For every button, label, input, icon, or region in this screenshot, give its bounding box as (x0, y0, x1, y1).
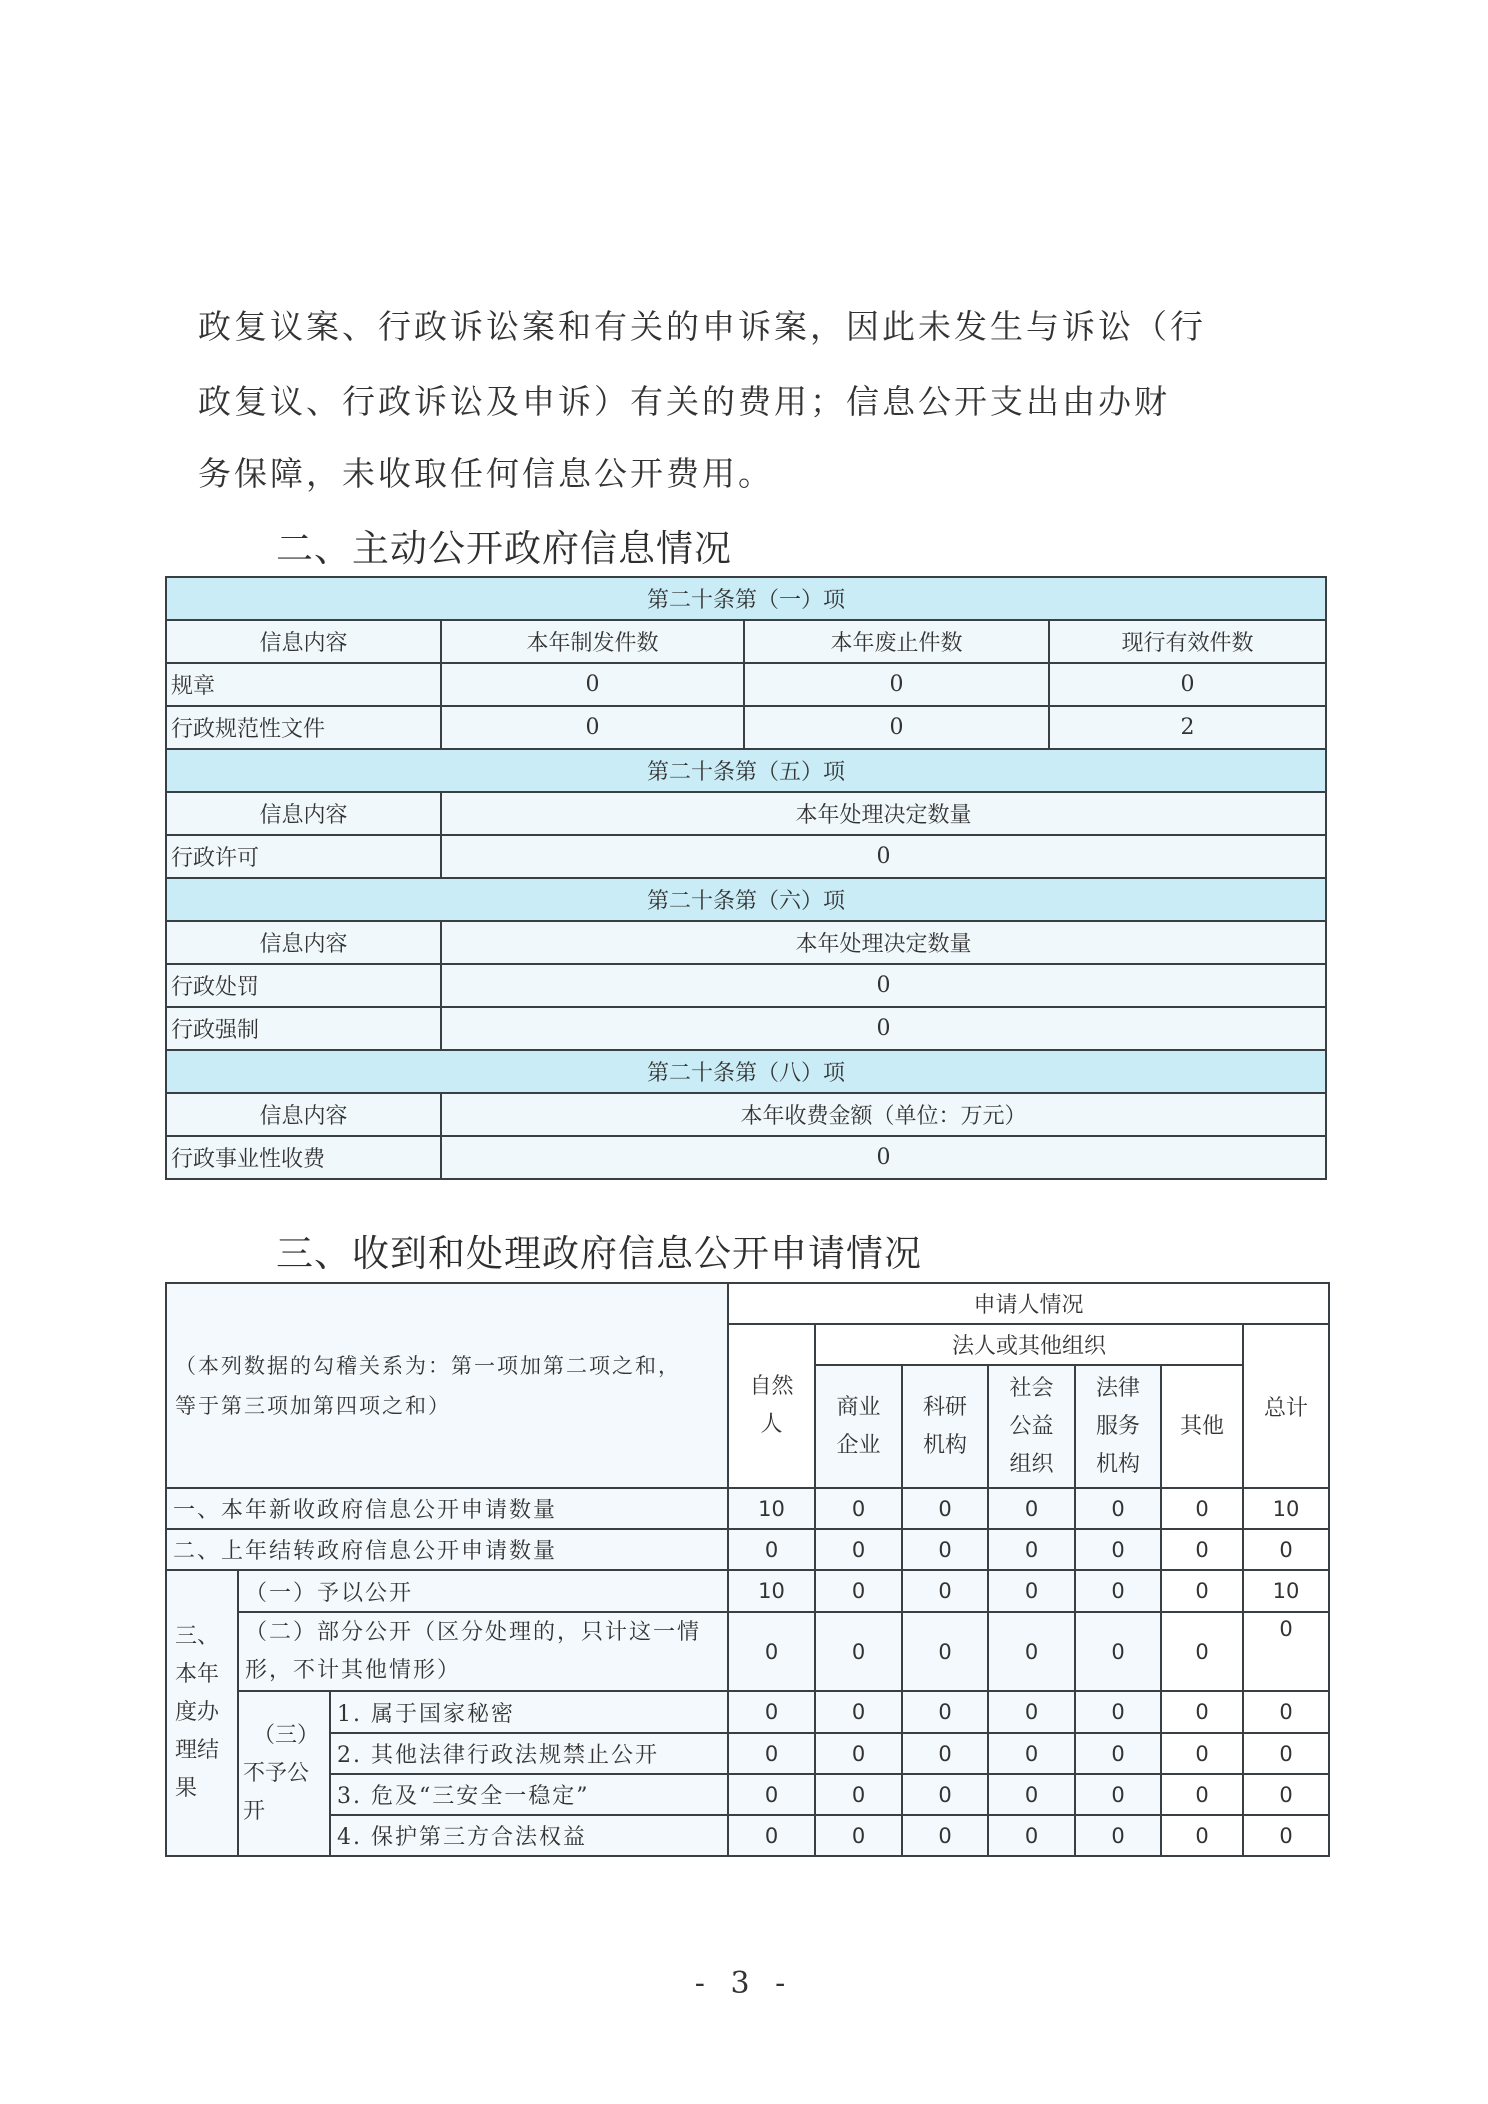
cell-value: 0 (441, 964, 1326, 1007)
row-label: （一）予以公开 (238, 1570, 728, 1612)
cell-value-total: 0 (1243, 1815, 1329, 1856)
header-line: 企业 (836, 1432, 881, 1458)
cell-value: 0 (988, 1488, 1075, 1529)
table-row (166, 1529, 1329, 1570)
group-label-line: 不予公 (243, 1760, 310, 1786)
sub-header-commercial (815, 1365, 902, 1488)
cell-value: 0 (441, 663, 744, 706)
section-row-item8 (166, 1050, 1326, 1093)
section-heading-applications: 三、收到和处理政府信息公开申请情况 (276, 1232, 922, 1275)
group-label-line: 三、 (175, 1624, 220, 1649)
table-row (166, 1570, 1329, 1612)
cell-value: 0 (1075, 1570, 1161, 1612)
sub-header-other (1161, 1365, 1243, 1488)
legal-org-header: 法人或其他组织 (815, 1324, 1243, 1365)
cell-value-total: 10 (1243, 1488, 1329, 1529)
row-label: 行政规范性文件 (166, 706, 441, 749)
table-row (166, 1612, 1329, 1691)
cell-value: 0 (1161, 1612, 1243, 1691)
row-label: 3. 危及“三安全一稳定” (330, 1774, 728, 1815)
table-row (166, 1815, 1329, 1856)
column-header: 信息内容 (166, 792, 441, 835)
section-row-item5 (166, 749, 1326, 792)
cell-value: 0 (1161, 1570, 1243, 1612)
column-header: 信息内容 (166, 1093, 441, 1136)
cell-value: 0 (815, 1691, 902, 1733)
cell-value: 0 (728, 1774, 815, 1815)
cell-value: 0 (1075, 1691, 1161, 1733)
header-line: 组织 (1009, 1451, 1054, 1477)
cell-value: 0 (1075, 1488, 1161, 1529)
header-row (166, 620, 1326, 663)
cell-value: 0 (744, 663, 1049, 706)
cell-value: 0 (441, 1136, 1326, 1179)
cell-value: 0 (728, 1733, 815, 1774)
header-line: 公益 (1009, 1413, 1054, 1439)
cell-value: 0 (815, 1612, 902, 1691)
table-row (166, 964, 1326, 1007)
header-line: 法律 (1095, 1375, 1140, 1401)
cell-value-total: 0 (1243, 1774, 1329, 1815)
cell-value-total: 0 (1243, 1691, 1329, 1733)
table-row (166, 1733, 1329, 1774)
formula-note-cell (166, 1283, 728, 1488)
cell-value: 0 (1161, 1815, 1243, 1856)
cell-value: 0 (988, 1612, 1075, 1691)
cell-value: 0 (728, 1612, 815, 1691)
cell-value: 0 (1161, 1488, 1243, 1529)
cell-value-total: 0 (1243, 1612, 1329, 1691)
column-header: 本年收费金额（单位：万元） (441, 1093, 1326, 1136)
cell-value: 10 (728, 1570, 815, 1612)
cell-value: 0 (1161, 1733, 1243, 1774)
cell-value: 0 (815, 1488, 902, 1529)
row-label (238, 1612, 728, 1691)
sub-header-public-welfare (988, 1365, 1075, 1488)
cell-value: 0 (988, 1570, 1075, 1612)
row-label-line: 形，不计其他情形） (245, 1657, 462, 1683)
cell-value: 0 (728, 1691, 815, 1733)
section-title: 第二十条第（一）项 (166, 577, 1326, 620)
cell-value: 0 (1161, 1774, 1243, 1815)
cell-value: 0 (1075, 1733, 1161, 1774)
header-line: 机构 (922, 1432, 967, 1458)
column-header: 本年废止件数 (744, 620, 1049, 663)
proactive-disclosure-table (165, 576, 1327, 1180)
row-label-line: （二）部分公开（区分处理的，只计这一情 (245, 1619, 702, 1645)
header-line: 其他 (1179, 1413, 1224, 1439)
section-title: 第二十条第（六）项 (166, 878, 1326, 921)
header-line: 社会 (1009, 1375, 1054, 1401)
cell-value-total: 10 (1243, 1570, 1329, 1612)
sub-header-legal-service (1075, 1365, 1161, 1488)
cell-value: 0 (1075, 1774, 1161, 1815)
table-row (166, 1488, 1329, 1529)
group-label-line: 开 (243, 1798, 266, 1824)
group3-label (166, 1570, 238, 1856)
cell-value: 0 (1049, 663, 1326, 706)
cell-value: 0 (1075, 1815, 1161, 1856)
cell-value: 0 (728, 1815, 815, 1856)
row-label: 行政强制 (166, 1007, 441, 1050)
row-label: 规章 (166, 663, 441, 706)
applicant-header: 申请人情况 (728, 1283, 1329, 1324)
header-line: 机构 (1095, 1451, 1140, 1477)
column-header: 本年处理决定数量 (441, 792, 1326, 835)
cell-value: 0 (441, 1007, 1326, 1050)
row-label: 4. 保护第三方合法权益 (330, 1815, 728, 1856)
header-row (166, 792, 1326, 835)
cell-value-total: 0 (1243, 1733, 1329, 1774)
cell-value: 0 (902, 1733, 988, 1774)
table-row (166, 835, 1326, 878)
paragraph-line-3: 务保障，未收取任何信息公开费用。 (198, 454, 774, 493)
header-line: 商业 (836, 1394, 881, 1420)
header-line: 人 (760, 1412, 783, 1437)
column-header: 信息内容 (166, 620, 441, 663)
cell-value: 0 (1161, 1529, 1243, 1570)
section-title: 第二十条第（五）项 (166, 749, 1326, 792)
header-row (166, 1093, 1326, 1136)
formula-note-line-2: 等于第三项加第四项之和） (175, 1393, 451, 1418)
cell-value: 0 (902, 1612, 988, 1691)
cell-value: 0 (902, 1529, 988, 1570)
section-title: 第二十条第（八）项 (166, 1050, 1326, 1093)
cell-value: 0 (988, 1733, 1075, 1774)
withheld-group-label (238, 1691, 330, 1856)
section-row-item6 (166, 878, 1326, 921)
row-label: 行政许可 (166, 835, 441, 878)
natural-person-header (728, 1324, 815, 1488)
row-label: 二、上年结转政府信息公开申请数量 (166, 1529, 728, 1570)
formula-note-line-1: （本列数据的勾稽关系为：第一项加第二项之和， (175, 1353, 681, 1378)
cell-value: 0 (902, 1570, 988, 1612)
column-header: 本年处理决定数量 (441, 921, 1326, 964)
cell-value: 0 (815, 1774, 902, 1815)
cell-value: 0 (815, 1733, 902, 1774)
cell-value: 0 (902, 1774, 988, 1815)
cell-value: 0 (815, 1570, 902, 1612)
group-label-line: 度办 (175, 1700, 220, 1725)
cell-value: 0 (1161, 1691, 1243, 1733)
cell-value: 0 (902, 1691, 988, 1733)
row-label: 1. 属于国家秘密 (330, 1691, 728, 1733)
group-label-line: 果 (175, 1776, 198, 1801)
applications-table (165, 1282, 1330, 1857)
table-row (166, 1007, 1326, 1050)
header-row (166, 1283, 1329, 1324)
paragraph-line-1: 政复议案、行政诉讼案和有关的申诉案，因此未发生与诉讼（行 (198, 307, 1206, 346)
cell-value: 0 (728, 1529, 815, 1570)
header-row (166, 921, 1326, 964)
cell-value: 0 (441, 835, 1326, 878)
group-label-line: 本年 (175, 1662, 220, 1687)
paragraph-line-2: 政复议、行政诉讼及申诉）有关的费用；信息公开支出由办财 (198, 382, 1170, 421)
column-header: 本年制发件数 (441, 620, 744, 663)
cell-value: 0 (744, 706, 1049, 749)
cell-value: 0 (988, 1691, 1075, 1733)
cell-value: 0 (988, 1529, 1075, 1570)
section-heading-proactive-disclosure: 二、主动公开政府信息情况 (276, 527, 732, 570)
page-number: - 3 - (694, 1966, 794, 2001)
group-label-line: 理结 (175, 1738, 220, 1763)
table-row (166, 1136, 1326, 1179)
cell-value: 0 (1075, 1529, 1161, 1570)
cell-value: 0 (441, 706, 744, 749)
header-line: 科研 (922, 1394, 967, 1420)
cell-value: 10 (728, 1488, 815, 1529)
table-row (166, 1774, 1329, 1815)
row-label: 行政处罚 (166, 964, 441, 1007)
cell-value: 0 (902, 1815, 988, 1856)
cell-value: 0 (1075, 1612, 1161, 1691)
column-header: 信息内容 (166, 921, 441, 964)
cell-value: 0 (815, 1815, 902, 1856)
row-label: 2. 其他法律行政法规禁止公开 (330, 1733, 728, 1774)
cell-value: 0 (815, 1529, 902, 1570)
cell-value: 0 (988, 1774, 1075, 1815)
sub-header-research (902, 1365, 988, 1488)
cell-value-total: 0 (1243, 1529, 1329, 1570)
header-line: 自然 (749, 1374, 794, 1399)
row-label: 一、本年新收政府信息公开申请数量 (166, 1488, 728, 1529)
group-label-line: （三） (252, 1722, 319, 1748)
cell-value: 0 (988, 1815, 1075, 1856)
header-line: 服务 (1095, 1413, 1140, 1439)
row-label: 行政事业性收费 (166, 1136, 441, 1179)
table-row (166, 663, 1326, 706)
column-header: 现行有效件数 (1049, 620, 1326, 663)
table-row (166, 1691, 1329, 1733)
cell-value: 2 (1049, 706, 1326, 749)
cell-value: 0 (902, 1488, 988, 1529)
table-row (166, 706, 1326, 749)
total-header: 总计 (1243, 1324, 1329, 1488)
section-row-item1 (166, 577, 1326, 620)
